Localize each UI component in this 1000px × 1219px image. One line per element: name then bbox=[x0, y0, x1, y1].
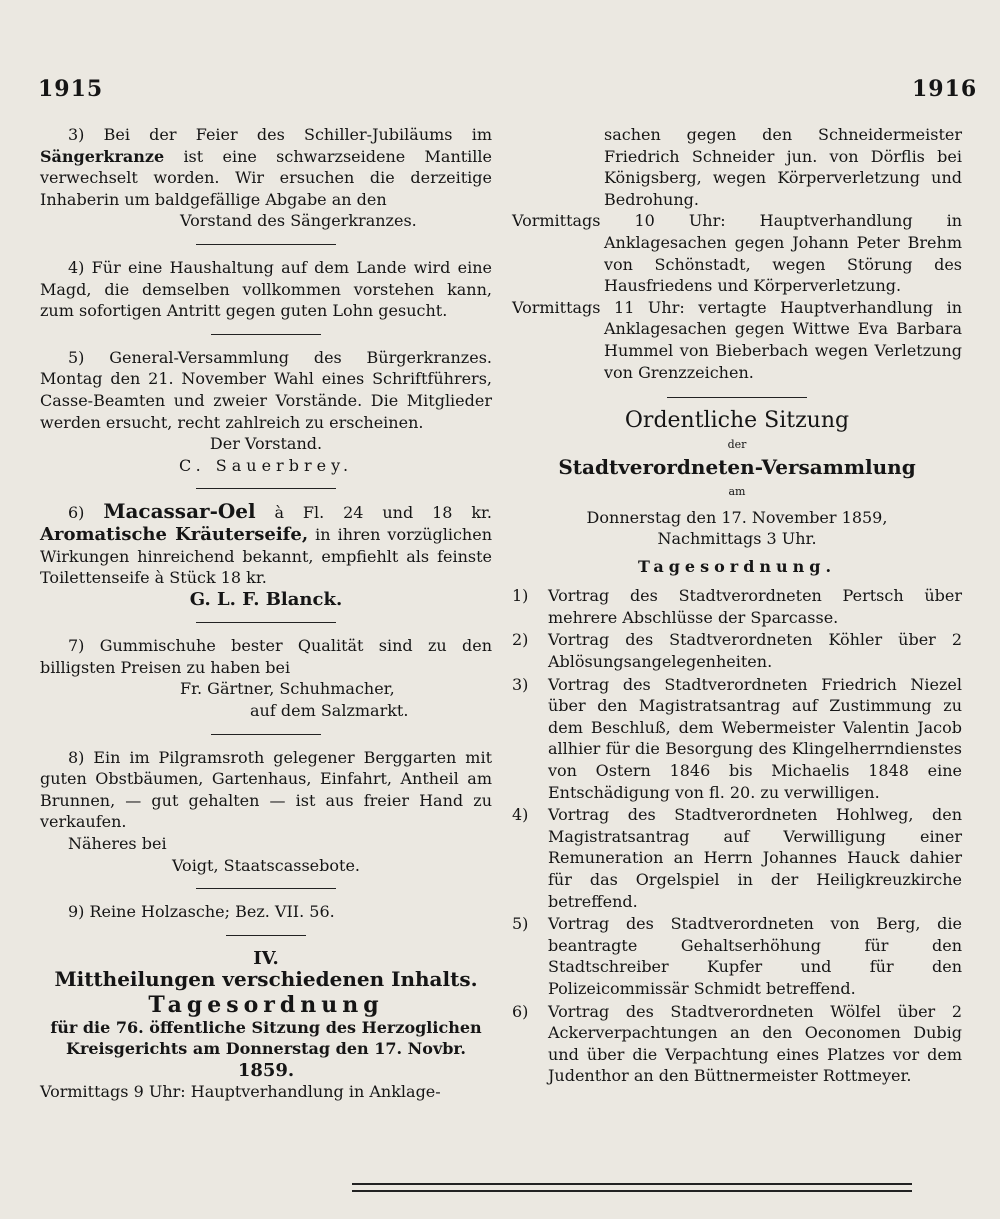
agenda-item-text: Vortrag des Stadtverordneten Wölfel über 2 Ackerverpachtungen an den Oeconomen Dubig und über die Verpachtung eines Platzes vor dem Judenthor an den Büttnermeister Rottmeyer. bbox=[548, 1001, 962, 1086]
agenda-item-number: 5) bbox=[512, 914, 529, 934]
agenda-year: 1859. bbox=[237, 1059, 295, 1081]
agenda-list bbox=[512, 585, 962, 1087]
section-number: IV. bbox=[253, 947, 279, 969]
notice-6-product2: Aromatische Kräuterseife, bbox=[40, 523, 309, 545]
agenda-title: Tagesordnung bbox=[148, 992, 384, 1018]
notice-3 bbox=[40, 124, 492, 232]
agenda-item bbox=[512, 804, 962, 912]
page-number-right: 1916 bbox=[912, 76, 978, 102]
session-time: Nachmittags 3 Uhr. bbox=[657, 529, 817, 549]
bottom-rule bbox=[352, 1183, 912, 1185]
notice-6-sign: G. L. F. Blanck. bbox=[189, 588, 343, 610]
divider bbox=[196, 622, 336, 623]
divider bbox=[211, 334, 321, 335]
agenda-continuation: sachen gegen den Schneidermeister Friedrich Schneider jun. von Dörflis bei Königsberg, wegen Körperverletzung und Bedrohung. bbox=[604, 125, 962, 209]
page-number-left: 1915 bbox=[38, 76, 104, 102]
notice-6 bbox=[40, 501, 492, 610]
divider bbox=[211, 734, 321, 735]
notice-8-more: Näheres bei bbox=[68, 834, 167, 854]
agenda-item-number: 2) bbox=[512, 630, 529, 650]
notice-5-sign2: C. Sauerbrey. bbox=[178, 455, 354, 475]
agenda-item-text: Vortrag des Stadtverordneten Pertsch über mehrere Abschlüsse der Sparcasse. bbox=[548, 586, 962, 627]
notice-6-product1: Macassar-Oel bbox=[103, 499, 256, 524]
agenda-first-entry: Vormittags 9 Uhr: Hauptverhandlung in Anklage- bbox=[40, 1082, 441, 1102]
divider bbox=[196, 244, 336, 245]
notice-6-lead: 6) bbox=[68, 503, 85, 523]
bottom-rule bbox=[352, 1190, 912, 1192]
notice-7-sign1: Fr. Gärtner, Schuhmacher, bbox=[180, 679, 395, 699]
notice-5-text: 5) General-Versammlung des Bürgerkranzes. Montag den 21. November Wahl eines Schriftführers, Casse-Beamten und zweier Vorstände. Die Mitglieder werden ersucht, recht zahlreich zu erscheinen. bbox=[40, 347, 492, 432]
divider bbox=[196, 488, 336, 489]
notice-3-rest: ist eine schwarzseidene Mantille verwechselt worden. Wir ersuchen die derzeitige Inhaberin um baldgefällige Abgabe an den bbox=[40, 146, 492, 209]
agenda-item bbox=[512, 913, 962, 999]
divider bbox=[196, 888, 336, 889]
agenda-item-number: 1) bbox=[512, 586, 529, 606]
agenda-item-number: 6) bbox=[512, 1001, 529, 1021]
agenda-item-text: Vortrag des Stadtverordneten Friedrich Niezel über den Magistratsantrag auf Zustimmung zu dem Beschluß, dem Webermeister Valentin Jacob allhier für die Besorgung des Klingelherrndienstes von Ostern 1846 bis Michaelis 1848 eine Entschädigung von fl. 20. zu verwilligen. bbox=[548, 674, 962, 802]
notice-7-text: 7) Gummischuhe bester Qualität sind zu den billigsten Preisen zu haben bei bbox=[40, 636, 492, 677]
notice-8-sign: Voigt, Staatscassebote. bbox=[171, 855, 361, 875]
agenda-item-text: Vortrag des Stadtverordneten Köhler über 2 Ablösungsangelegenheiten. bbox=[548, 630, 962, 672]
agenda-item-text: Vortrag des Stadtverordneten Hohlweg, den Magistratsantrag auf Verwilligung einer Remuneration an Herrn Johannes Hauck dahier für das Orgelspiel in der Heiligkreuzkirche betreffend. bbox=[548, 805, 962, 911]
notice-8 bbox=[40, 747, 492, 877]
agenda-item bbox=[512, 674, 962, 804]
heading-am: am bbox=[728, 484, 746, 498]
notice-7-sign2: auf dem Salzmarkt. bbox=[250, 701, 409, 721]
notice-6-rest: in ihren vorzüglichen Wirkungen hinreichend bekannt, empfiehlt als feinste Toilettenseife à Stück 18 kr. bbox=[40, 524, 493, 588]
agenda-entry-10: Vormittags 10 Uhr: Hauptverhandlung in Anklagesachen gegen Johann Peter Brehm von Schönstadt, wegen Störung des Hausfriedens und Körperverletzung. bbox=[512, 211, 962, 296]
right-column bbox=[512, 124, 962, 1088]
agenda-item bbox=[512, 629, 962, 672]
notice-5-sign1: Der Vorstand. bbox=[209, 434, 323, 454]
notice-7 bbox=[40, 635, 492, 721]
notice-8-text: 8) Ein im Pilgramsroth gelegener Berggarten mit guten Obstbäumen, Gartenhaus, Einfahrt, Antheil am Brunnen, — gut gehalten — ist aus freier Hand zu verkaufen. bbox=[40, 747, 492, 832]
session-heading: Ordentliche Sitzung bbox=[624, 408, 850, 434]
agenda-item-number: 3) bbox=[512, 674, 529, 694]
agenda-heading: Tagesordnung. bbox=[637, 556, 837, 576]
notice-3-strong: Sängerkranze bbox=[40, 146, 165, 166]
heading-der: der bbox=[727, 437, 747, 451]
agenda-item bbox=[512, 585, 962, 628]
section-title: Mittheilungen verschiedenen Inhalts. bbox=[54, 967, 478, 992]
session-date: Donnerstag den 17. November 1859, bbox=[586, 507, 888, 527]
notice-3-text: 3) Bei der Feier des Schiller-Jubiläums im bbox=[68, 125, 492, 144]
assembly-heading: Stadtverordneten-Versammlung bbox=[558, 455, 916, 480]
notice-4: 4) Für eine Haushaltung auf dem Lande wird eine Magd, die demselben vollkommen vorstehen kann, zum sofortigen Antritt gegen guten Lohn gesucht. bbox=[40, 257, 492, 321]
agenda-item-text: Vortrag des Stadtverordneten von Berg, die beantragte Gehaltserhöhung für den Stadtschreiber Kupfer und für den Polizeicommissär Schmidt betreffend. bbox=[548, 914, 962, 998]
agenda-item-number: 4) bbox=[512, 805, 529, 825]
left-column bbox=[40, 124, 492, 1103]
agenda-entry-11: Vormittags 11 Uhr: vertagte Hauptverhandlung in Anklagesachen gegen Wittwe Eva Barbara Hummel von Bieberbach wegen Verletzung von Grenzzeichen. bbox=[512, 297, 962, 382]
divider bbox=[226, 935, 306, 936]
notice-5 bbox=[40, 347, 492, 477]
agenda-text: für die 76. öffentliche Sitzung des Herzoglichen Kreisgerichts am Donnerstag den 17. Novbr. bbox=[50, 1017, 482, 1059]
notice-6-price: à Fl. 24 und 18 kr. bbox=[255, 503, 492, 523]
notice-9: 9) Reine Holzasche; Bez. VII. 56. bbox=[68, 902, 335, 922]
divider bbox=[667, 397, 807, 398]
agenda-item bbox=[512, 1001, 962, 1087]
notice-3-sign: Vorstand des Sängerkranzes. bbox=[180, 211, 417, 231]
